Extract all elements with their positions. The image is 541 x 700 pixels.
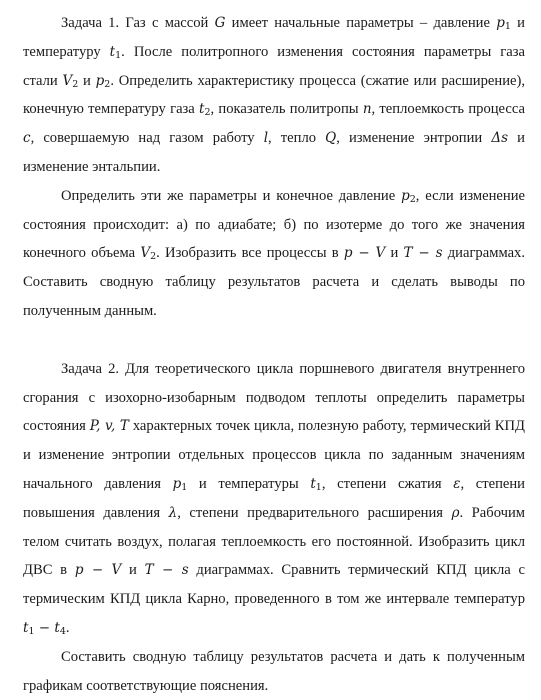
minus-sign: −	[34, 619, 55, 636]
text: . После политропного изменения состояния параметры газа стали	[23, 43, 525, 89]
text: Определить эти же параметры и конечное давление	[61, 187, 402, 204]
text: и	[385, 245, 404, 262]
volume-v2	[63, 73, 79, 89]
text: и изменение энтальпии.	[23, 130, 525, 175]
text: , если изменение состояния происходит: а) по адиабате; б) по изотерме до того же значения конечного объема	[23, 187, 525, 262]
task2-paragraph-1	[23, 355, 525, 643]
temperature-t2	[199, 101, 210, 117]
text: . Изобразить все процессы в	[156, 245, 344, 262]
text: , изменение энтропии	[336, 130, 492, 147]
pressure-p1	[496, 15, 511, 31]
subscript: 2	[150, 251, 157, 263]
text: диаграммах. Сравнить термический КПД цикла с термическим КПД цикла Карно, проведенного в том же интервале температур	[23, 562, 525, 608]
symbol: t	[199, 101, 205, 118]
text: и	[121, 562, 145, 579]
work-symbol: l	[263, 130, 269, 147]
subscript: 2	[409, 193, 416, 205]
subscript: 1	[315, 481, 322, 493]
text: Задача 2. Для теоретического цикла поршневого двигателя внутреннего сгорания с изохорно-изобарным подводом теплоты определить параметры состояния	[23, 360, 525, 435]
cutoff-ratio-symbol: ρ	[451, 504, 460, 521]
text: , степени сжатия	[321, 475, 454, 492]
text: , степени повышения давления	[23, 475, 525, 521]
subscript: 1	[181, 481, 188, 493]
heat-capacity-symbol: c	[23, 130, 31, 147]
text: характерных точек цикла, полезную работу, термический КПД и изменение энтропии отдельных процессов цикла по заданным значениям начального давления	[23, 418, 526, 492]
pressure-p2	[401, 188, 416, 204]
symbol: t	[310, 475, 316, 492]
pressure-p2	[96, 73, 111, 89]
symbol: V	[140, 245, 151, 262]
symbol: V	[62, 72, 73, 89]
heat-symbol: Q	[325, 130, 337, 147]
text: . Определить характеристику процесса (сжатие или расширение), конечную температуру газа	[23, 72, 526, 118]
subscript: 2	[204, 107, 211, 119]
subscript: 2	[104, 78, 111, 90]
symbol: t	[109, 43, 116, 60]
pv-diagram-symbol: p − V	[343, 245, 386, 262]
text: , показатель политропы	[210, 101, 363, 118]
text: имеет начальные параметры – давление	[225, 15, 497, 31]
text: и	[78, 72, 96, 89]
symbol: p	[172, 475, 182, 492]
subscript: 1	[504, 21, 511, 32]
section-gap	[23, 326, 525, 355]
text: Задача 1. Газ с массой	[61, 15, 215, 31]
text: диаграммах. Составить сводную таблицу результатов расчета и сделать выводы по полученным данным.	[23, 245, 525, 319]
symbol: t	[23, 619, 29, 636]
text: , теплоемкость процесса	[371, 101, 526, 118]
pressure-ratio-symbol: λ	[168, 504, 178, 521]
temperature-interval	[23, 620, 66, 636]
polytropic-index-symbol: n	[362, 101, 372, 118]
subscript: 4	[59, 625, 66, 637]
text: , степени предварительного расширения	[177, 504, 452, 521]
temperature-t1	[110, 44, 121, 60]
volume-v2	[140, 245, 156, 261]
symbol: p	[401, 187, 410, 204]
ts-diagram-symbol: T − s	[144, 562, 189, 579]
mass-symbol: G	[214, 15, 226, 31]
text: , совершаемую над газом работу	[30, 130, 264, 147]
pv-diagram-symbol: p − V	[74, 562, 122, 579]
text: , тепло	[268, 130, 326, 147]
state-params-symbols: P, v, T	[89, 418, 129, 435]
task1-paragraph-1	[23, 9, 525, 182]
entropy-change-symbol: Δs	[491, 130, 509, 147]
text: и температуры	[187, 475, 311, 492]
subscript: 2	[72, 78, 79, 90]
text: и температуру	[23, 15, 525, 60]
text: Составить сводную таблицу результатов расчета и дать к полученным графикам соответствующие пояснения.	[23, 648, 525, 694]
symbol: p	[95, 72, 105, 89]
symbol: t	[54, 619, 60, 636]
symbol: p	[496, 15, 505, 31]
subscript: 1	[28, 625, 35, 637]
ts-diagram-symbol: T − s	[403, 245, 443, 262]
pressure-p1	[173, 476, 188, 492]
task2-paragraph-2	[23, 643, 525, 700]
temperature-t1	[310, 476, 321, 492]
text: .	[65, 619, 70, 636]
task1-paragraph-2	[23, 182, 525, 326]
compression-ratio-symbol: ε	[453, 475, 461, 492]
subscript: 1	[115, 49, 122, 61]
text: . Рабочим телом считать воздух, полагая теплоемкость его постоянной. Изобразить цикл ДВС в	[23, 504, 526, 579]
